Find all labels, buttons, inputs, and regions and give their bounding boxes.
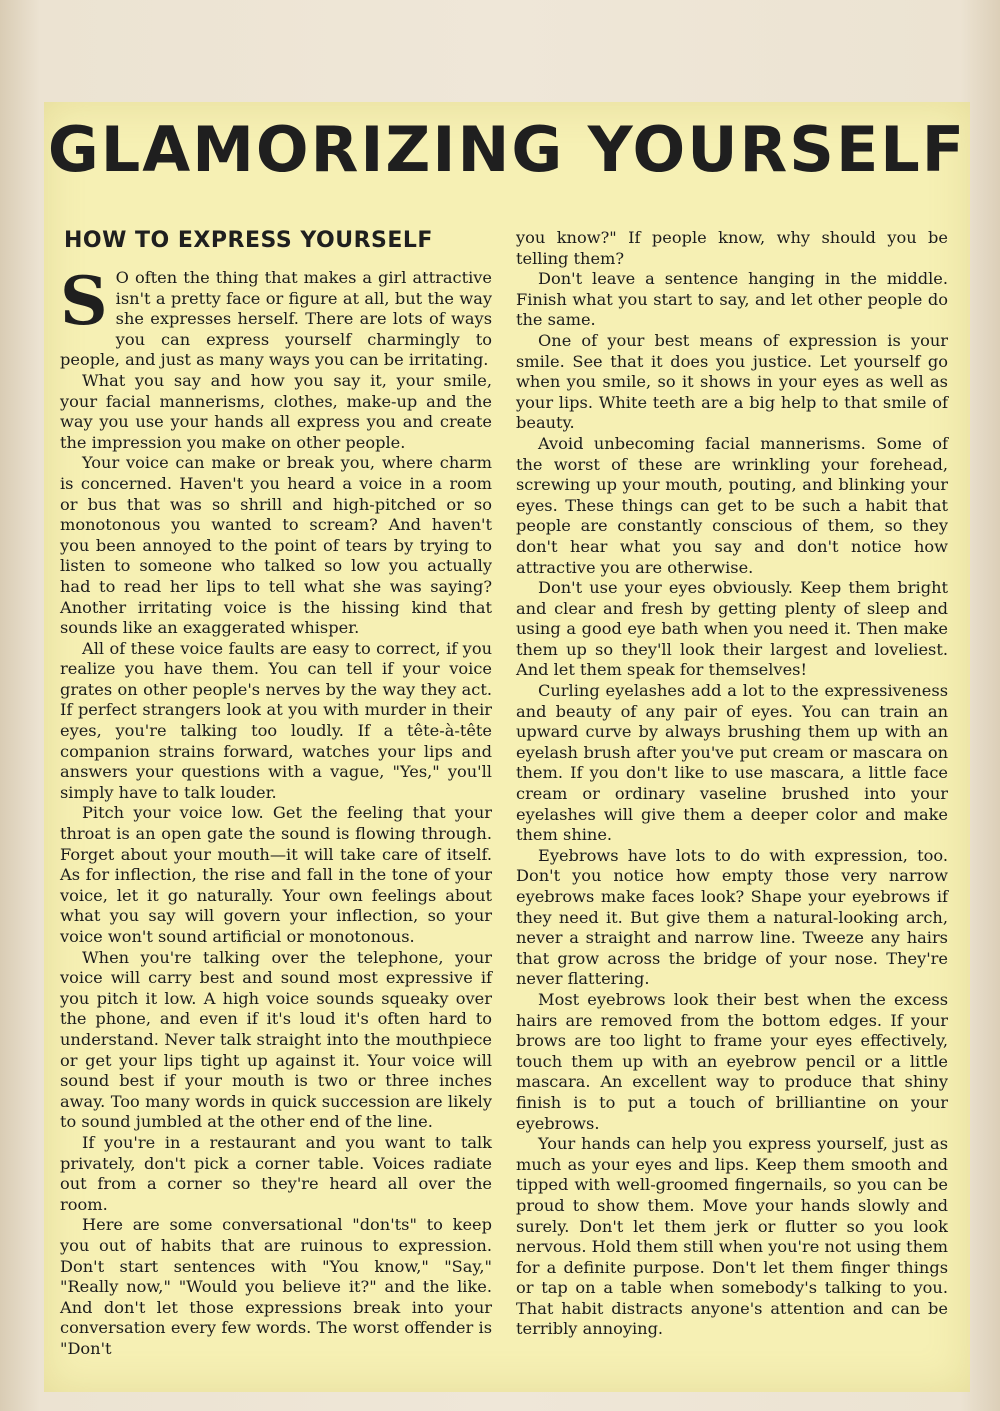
paragraph: Your hands can help you express yourself, just as much as your eyes and lips. Keep them smooth and tipped with well-groomed fingernails, so you can be proud to show them. Move your hands slowly and surely. Don't let them jerk or flutter so you look nervous. Hold them still when you're not using them for a definite purpose. Don't let them finger things or tap on a table when somebody's talking to you. That habit distracts anyone's attention and can be terribly annoying. bbox=[516, 1134, 948, 1339]
paragraph: All of these voice faults are easy to correct, if you realize you have them. You can tell if your voice grates on other people's nerves by the way they act. If perfect strangers look at you with murder in their eyes, you're talking too loudly. If a tête-à-tête companion strains forward, watches your lips and answers your questions with a vague, "Yes," you'll simply have to talk louder. bbox=[60, 638, 492, 802]
paragraph: S O often the thing that makes a girl attractive isn't a pretty face or figure at all, but the way she expresses herself. There are lots of ways you can express yourself charmingly to people, and just as many ways you can be irritating. bbox=[60, 262, 492, 370]
paragraph: Your voice can make or break you, where charm is concerned. Haven't you heard a voice in a room or bus that was so shrill and high-pitched or so monotonous you wanted to scream? And haven't you been annoyed to the point of tears by trying to listen to someone who talked so low you actually had to read her lips to tell what she was saying? Another irritating voice is the hissing kind that sounds like an exaggerated whisper. bbox=[60, 453, 492, 638]
paragraph: When you're talking over the telephone, your voice will carry best and sound most expressive if you pitch it low. A high voice sounds squeaky over the phone, and even if it's loud it's often hard to understand. Never talk straight into the mouthpiece or get your lips tight up against it. Your voice will sound best if your mouth is two or three inches away. Too many words in quick succession are likely to sound jumbled at the other end of the line. bbox=[60, 947, 492, 1132]
paragraph: Avoid unbecoming facial mannerisms. Some of the worst of these are wrinkling your forehead, screwing up your mouth, pouting, and blinking your eyes. These things can get to be such a habit that people are constantly conscious of them, so they don't hear what you say and don't notice how attractive you are otherwise. bbox=[516, 433, 948, 577]
paragraph: Pitch your voice low. Get the feeling that your throat is an open gate the sound is flowing through. Forget about your mouth—it will take care of itself. As for inflection, the rise and fall in the tone of your voice, let it go naturally. Your own feelings about what you say will govern your inflection, so your voice won't sound artificial or monotonous. bbox=[60, 803, 492, 946]
paragraph: Don't leave a sentence hanging in the middle. Finish what you start to say, and let other people do the same. bbox=[516, 269, 948, 330]
section-heading: HOW TO EXPRESS YOURSELF bbox=[64, 228, 433, 253]
left-column bbox=[60, 226, 492, 1359]
paragraph: Eyebrows have lots to do with expression, too. Don't you notice how empty those very narrow eyebrows make faces look? Shape your eyebrows if they need it. But give them a natural-looking arch, never a straight and narrow line. Tweeze any hairs that grow across the bridge of your nose. They're never flattering. bbox=[516, 845, 948, 989]
paragraph: Don't use your eyes obviously. Keep them bright and clear and fresh by getting plenty of sleep and using a good eye bath when you need it. Then make them up so they'll look their largest and loveliest. And let them speak for themselves! bbox=[516, 578, 948, 680]
paragraph: What you say and how you say it, your smile, your facial mannerisms, clothes, make-up and the way you use your hands all express you and create the impression you make on other people. bbox=[60, 370, 492, 452]
paragraph: Curling eyelashes add a lot to the expressiveness and beauty of any pair of eyes. You can train an upward curve by always brushing them up with an eyelash brush after you've put cream or mascara on them. If you don't like to use mascara, a little face cream or ordinary vaseline brushed into your eyelashes will give them a deeper color and make them shine. bbox=[516, 681, 948, 845]
paragraph: Here are some conversational "don'ts" to keep you out of habits that are ruinous to expression. Don't start sentences with "You know," "Say," "Really now," "Would you believe it?" and the like. And don't let those expressions break into your conversation every few words. The worst offender is "Don't bbox=[60, 1215, 492, 1358]
paragraph: One of your best means of expression is your smile. See that it does you justice. Let yourself go when you smile, so it shows in your eyes as well as your lips. White teeth are a big help to that smile of beauty. bbox=[516, 330, 948, 433]
paragraph: If you're in a restaurant and you want to talk privately, don't pick a corner table. Voices radiate out from a corner so they're heard all over the room. bbox=[60, 1132, 492, 1214]
drop-cap: S bbox=[60, 262, 108, 340]
article-title: GLAMORIZING YOURSELF bbox=[47, 113, 967, 186]
paragraph: Most eyebrows look their best when the excess hairs are removed from the bottom edges. If your brows are too light to frame your eyes effectively, touch them up with an eyebrow pencil or a little mascara. An excellent way to produce that shiny finish is to put a touch of brilliantine on your eyebrows. bbox=[516, 989, 948, 1133]
paragraph: you know?" If people know, why should you be telling them? bbox=[516, 228, 948, 268]
right-column bbox=[516, 228, 948, 1340]
